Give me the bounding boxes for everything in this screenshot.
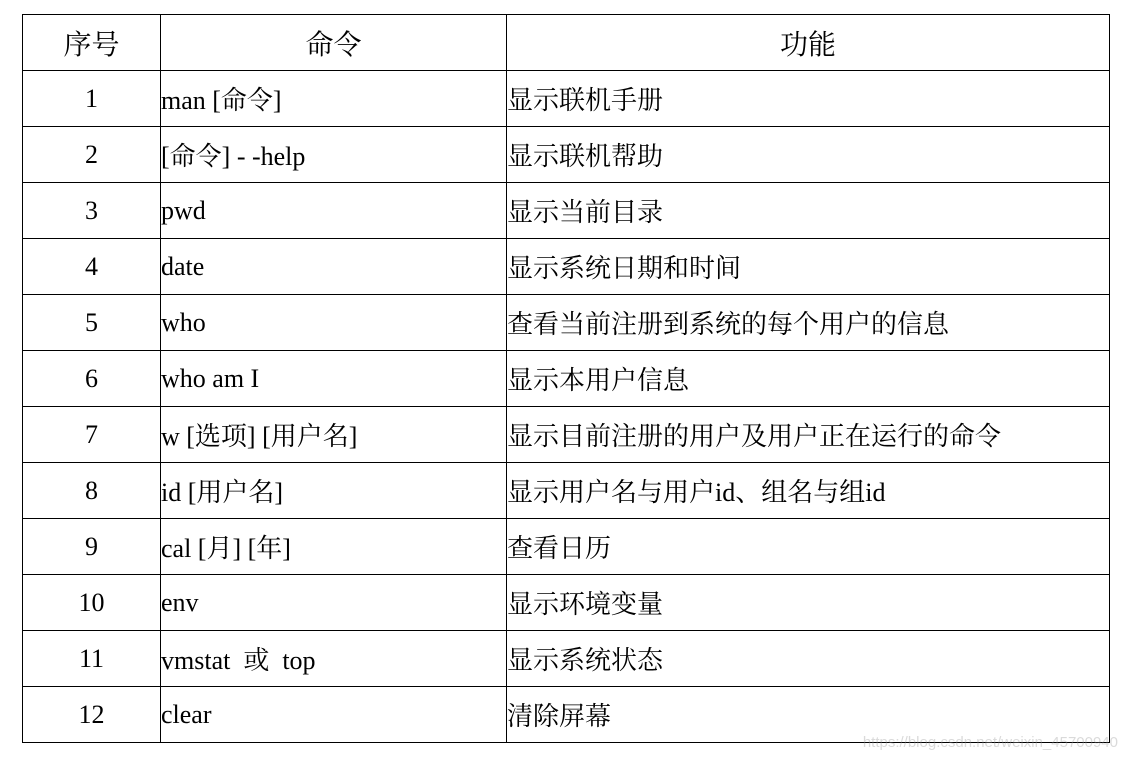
row-function: 显示用户名与用户id、组名与组id	[507, 463, 1110, 519]
watermark: https://blog.csdn.net/weixin_45700940	[862, 734, 1118, 751]
row-command: id [用户名]	[161, 463, 507, 519]
table-row	[23, 519, 1110, 575]
row-num: 7	[23, 407, 161, 463]
row-num: 4	[23, 239, 161, 295]
table-row	[23, 127, 1110, 183]
table-row	[23, 183, 1110, 239]
row-function: 显示目前注册的用户及用户正在运行的命令	[507, 407, 1110, 463]
table-row	[23, 295, 1110, 351]
table-row	[23, 239, 1110, 295]
table-row	[23, 407, 1110, 463]
header-command: 命令	[161, 15, 507, 71]
command-table	[22, 14, 1110, 743]
table-row	[23, 575, 1110, 631]
row-command: man [命令]	[161, 71, 507, 127]
row-command: who	[161, 295, 507, 351]
row-command: w [选项] [用户名]	[161, 407, 507, 463]
row-function: 查看当前注册到系统的每个用户的信息	[507, 295, 1110, 351]
row-function: 显示当前目录	[507, 183, 1110, 239]
row-command: who am I	[161, 351, 507, 407]
row-command: pwd	[161, 183, 507, 239]
row-num: 3	[23, 183, 161, 239]
row-num: 1	[23, 71, 161, 127]
table-row	[23, 351, 1110, 407]
row-command: [命令] - -help	[161, 127, 507, 183]
row-function: 显示联机帮助	[507, 127, 1110, 183]
row-function: 显示联机手册	[507, 71, 1110, 127]
table-row	[23, 631, 1110, 687]
row-function: 查看日历	[507, 519, 1110, 575]
row-num: 12	[23, 687, 161, 743]
row-num: 5	[23, 295, 161, 351]
table-row	[23, 463, 1110, 519]
row-function: 显示系统状态	[507, 631, 1110, 687]
row-num: 11	[23, 631, 161, 687]
header-row	[23, 15, 1110, 71]
row-num: 2	[23, 127, 161, 183]
row-function: 显示系统日期和时间	[507, 239, 1110, 295]
row-function: 清除屏幕	[507, 687, 1110, 743]
row-command: cal [月] [年]	[161, 519, 507, 575]
row-command: date	[161, 239, 507, 295]
row-command: env	[161, 575, 507, 631]
header-num: 序号	[23, 15, 161, 71]
row-command: vmstat 或 top	[161, 631, 507, 687]
table-row	[23, 71, 1110, 127]
row-function: 显示环境变量	[507, 575, 1110, 631]
row-num: 9	[23, 519, 161, 575]
row-command: clear	[161, 687, 507, 743]
row-num: 8	[23, 463, 161, 519]
row-function: 显示本用户信息	[507, 351, 1110, 407]
row-num: 10	[23, 575, 161, 631]
row-num: 6	[23, 351, 161, 407]
header-function: 功能	[507, 15, 1110, 71]
